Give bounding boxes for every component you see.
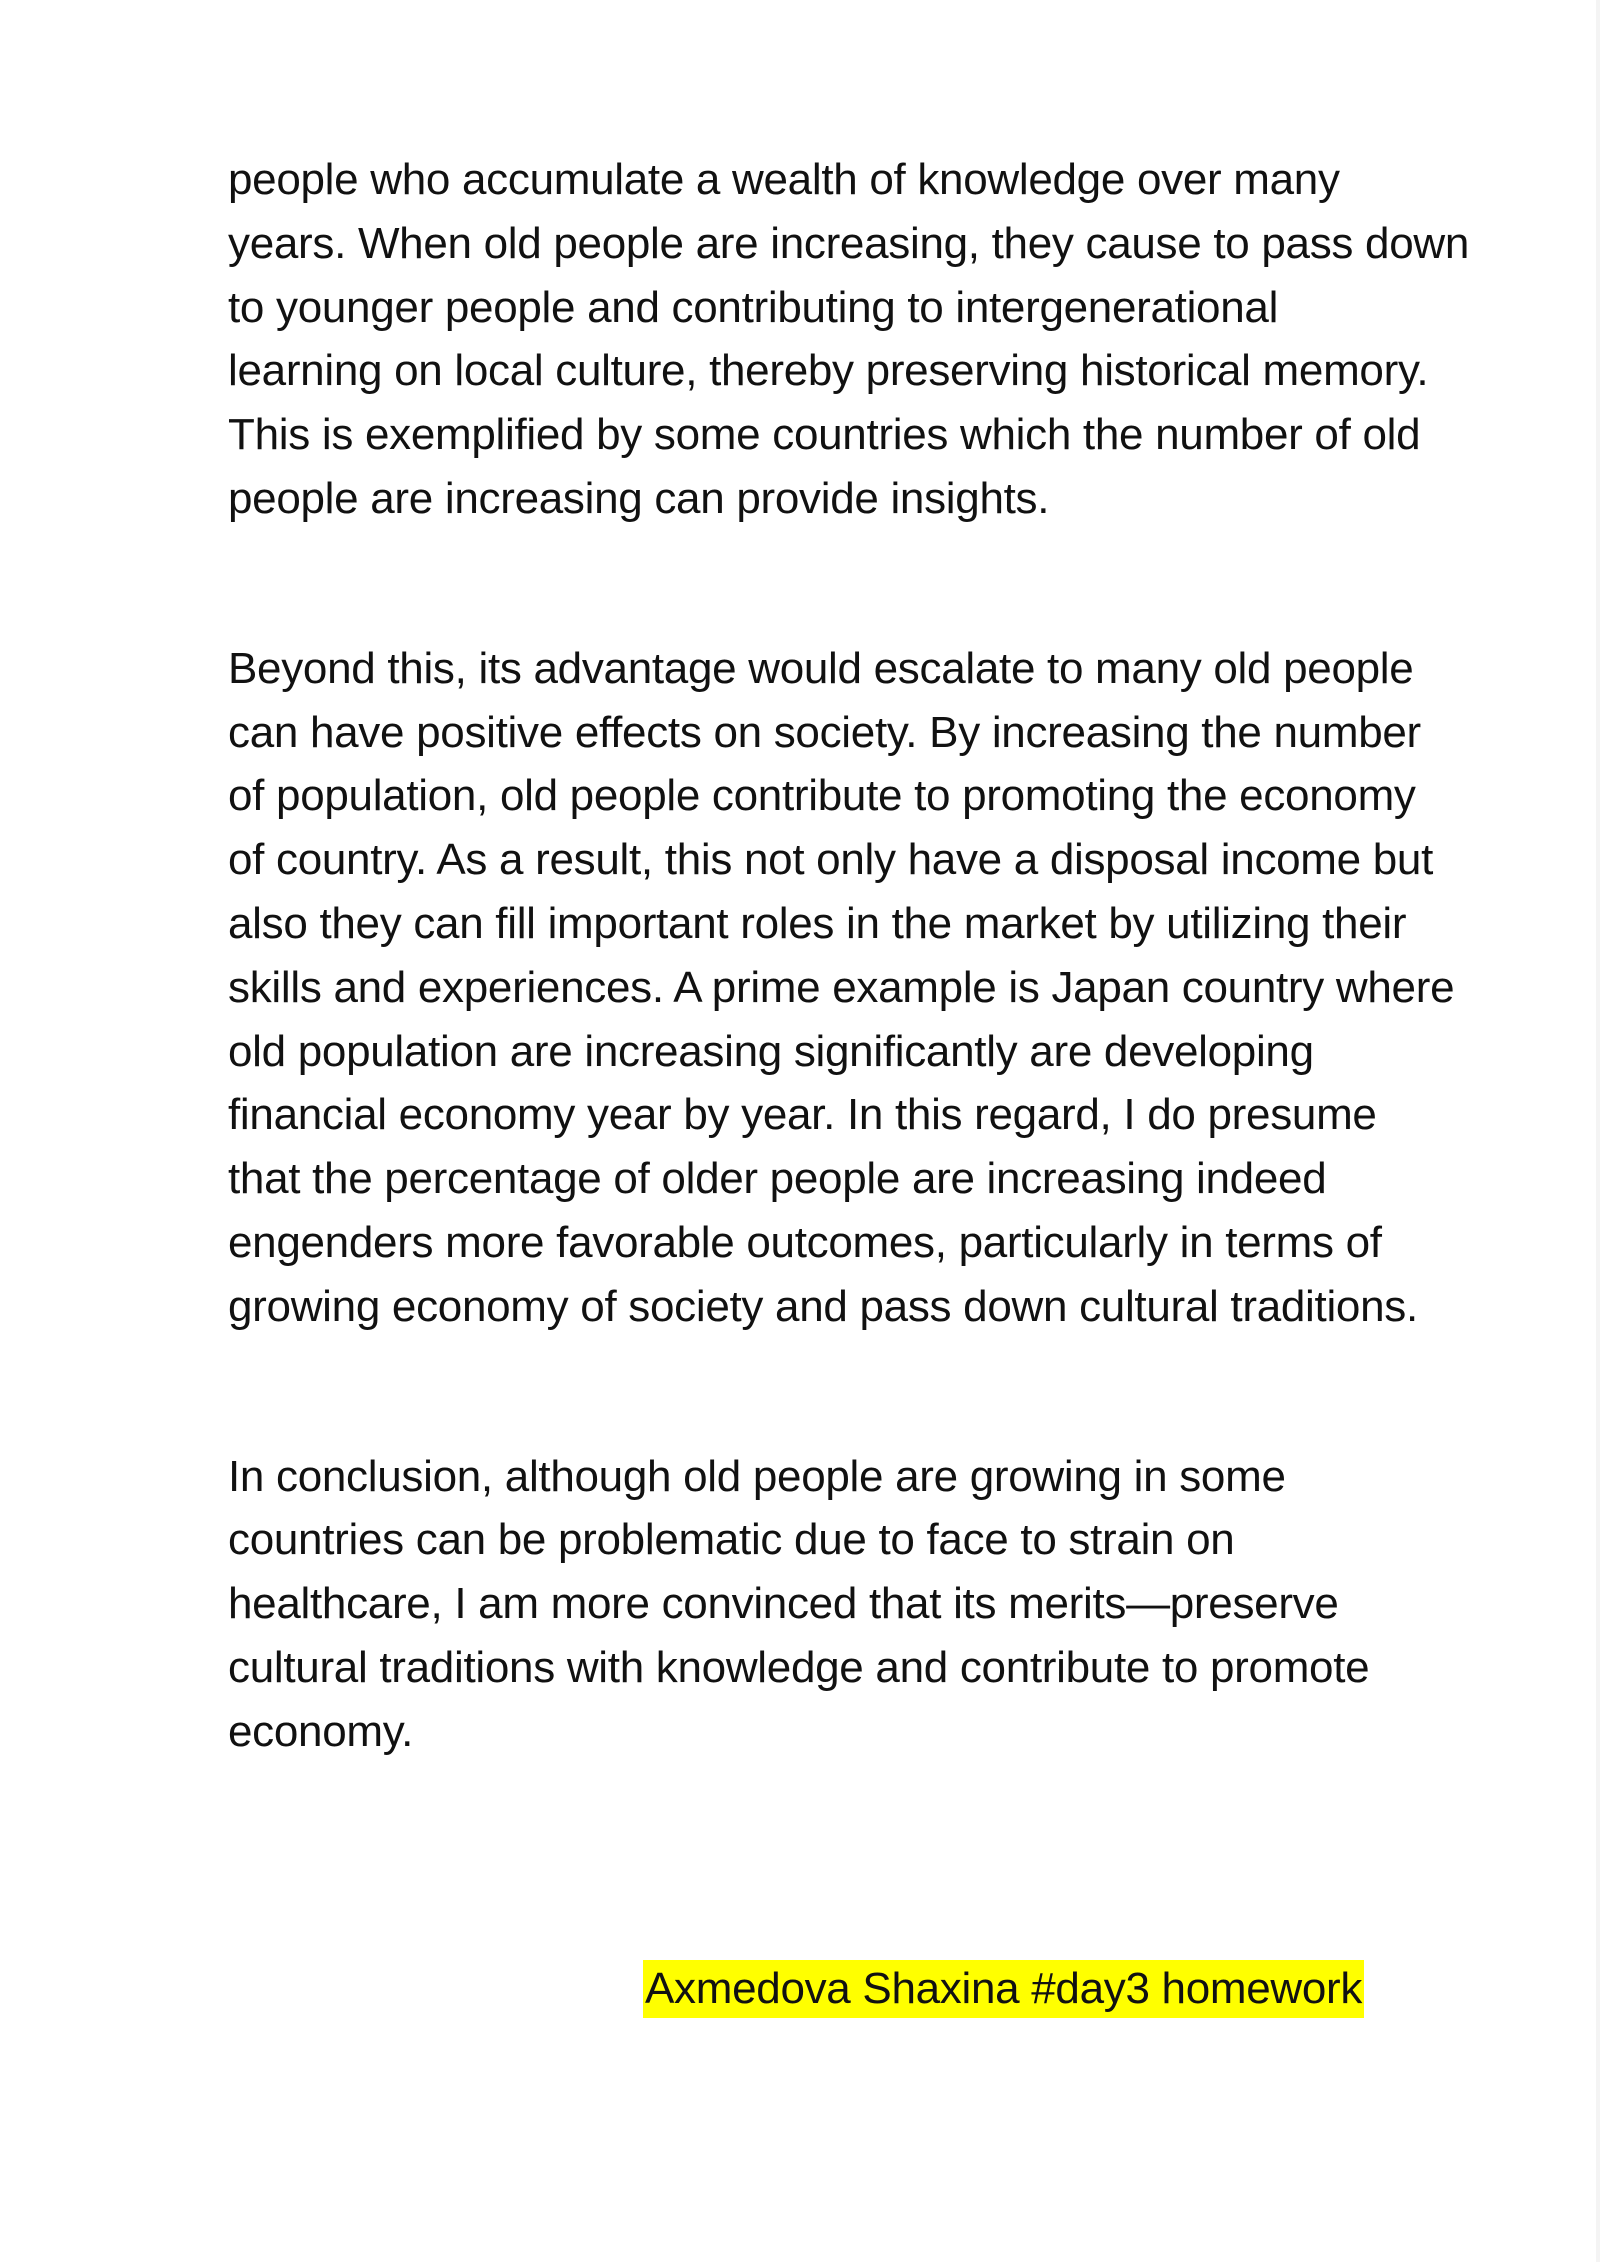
- text-line: healthcare, I am more convinced that its merits—preserve: [228, 1579, 1339, 1629]
- text-line: of country. As a result, this not only have a disposal income but: [228, 835, 1434, 885]
- text-line: people who accumulate a wealth of knowledge over many: [228, 155, 1340, 204]
- paragraph-3: [228, 1445, 1498, 1764]
- text-line: growing economy of society and pass down cultural traditions.: [228, 1281, 1418, 1331]
- text-line: skills and experiences. A prime example is Japan country where: [228, 962, 1455, 1012]
- paragraph-2: [228, 637, 1498, 1339]
- text-line: can have positive effects on society. By increasing the number: [228, 707, 1421, 757]
- text-line: Beyond this, its advantage would escalate to many old people: [228, 643, 1414, 693]
- document-body: [228, 148, 1498, 1764]
- text-line: to younger people and contributing to intergenerational: [228, 282, 1279, 332]
- text-line: In conclusion, although old people are growing in some: [228, 1451, 1286, 1501]
- text-line: countries can be problematic due to face to strain on: [228, 1515, 1235, 1565]
- text-line: years. When old people are increasing, they cause to pass down: [228, 218, 1470, 268]
- highlighted-signature: Axmedova Shaxina #day3 homework: [643, 1960, 1364, 2018]
- text-line: cultural traditions with knowledge and contribute to promote: [228, 1642, 1370, 1692]
- text-line: people are increasing can provide insights.: [228, 473, 1050, 523]
- paragraph-1: [228, 148, 1498, 531]
- text-line: that the percentage of older people are increasing indeed: [228, 1154, 1327, 1204]
- text-line: learning on local culture, thereby preserving historical memory.: [228, 346, 1429, 396]
- text-line: financial economy year by year. In this regard, I do presume: [228, 1090, 1377, 1140]
- text-line: also they can fill important roles in the market by utilizing their: [228, 898, 1407, 948]
- text-line: economy.: [228, 1706, 414, 1756]
- text-line: This is exemplified by some countries which the number of old: [228, 410, 1421, 460]
- text-line: old population are increasing significantly are developing: [228, 1026, 1314, 1076]
- page-edge-shadow: [1596, 0, 1600, 2262]
- text-line: engenders more favorable outcomes, particularly in terms of: [228, 1217, 1382, 1267]
- text-line: of population, old people contribute to promoting the economy: [228, 771, 1416, 821]
